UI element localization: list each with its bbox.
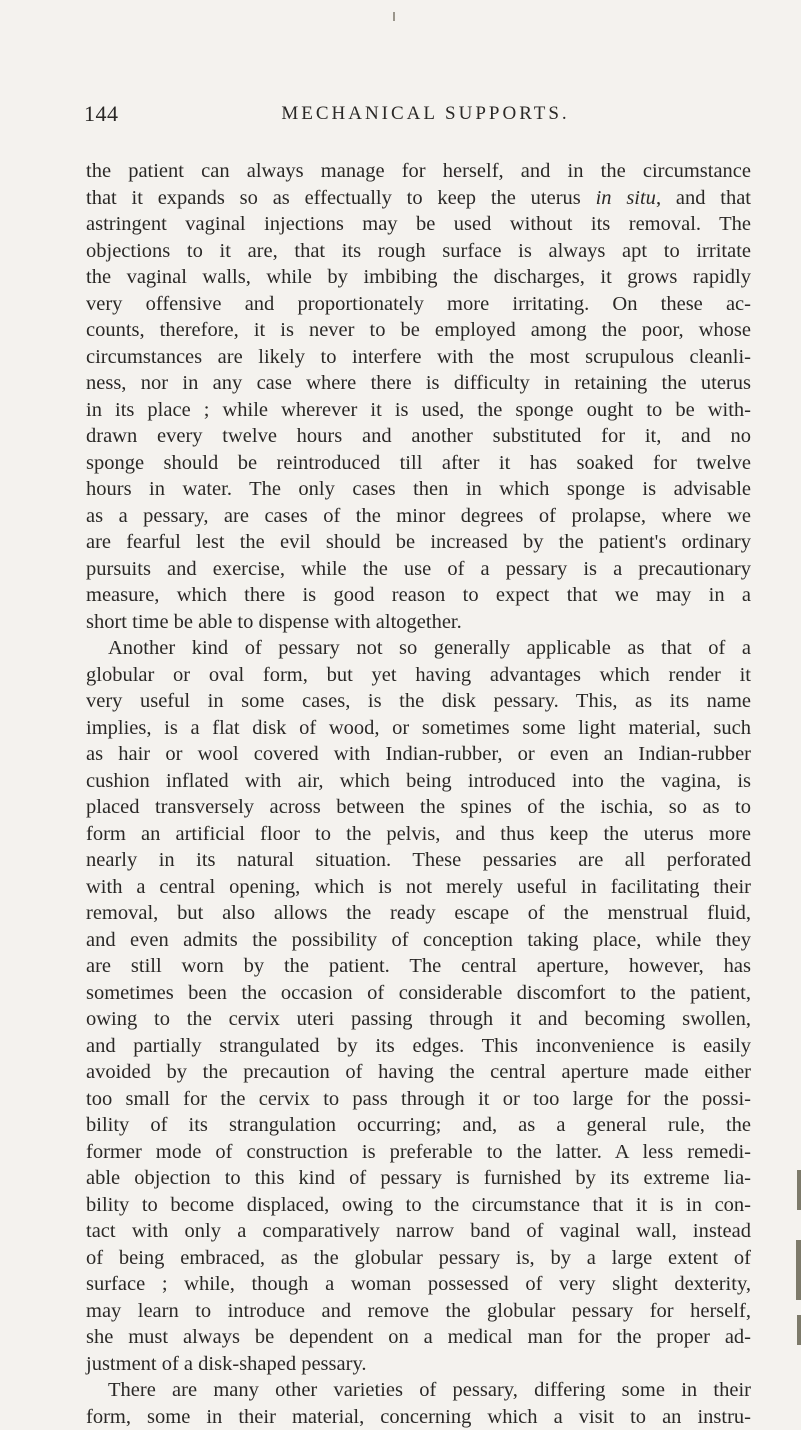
page-edge-mark xyxy=(797,1170,801,1210)
text-segment: that it expands so as effectually to keep the uterus xyxy=(86,187,596,209)
text-line: the patient can always manage for herself, and in the circumstance xyxy=(86,158,751,185)
text-line: form an artificial floor to the pelvis, and thus keep the uterus more xyxy=(86,821,751,848)
body-text xyxy=(86,158,751,1430)
text-line: placed transversely across between the spines of the ischia, so as to xyxy=(86,794,751,821)
text-line: removal, but also allows the ready escape of the menstrual fluid, xyxy=(86,900,751,927)
text-line: with a central opening, which is not merely useful in facilitating their xyxy=(86,874,751,901)
scan-speck xyxy=(393,12,395,21)
text-line: are still worn by the patient. The central aperture, however, has xyxy=(86,953,751,980)
text-line: bility to become displaced, owing to the circumstance that it is in con- xyxy=(86,1192,751,1219)
paragraph-start: Another kind of pessary not so generally applicable as that of a xyxy=(86,635,751,662)
text-line: hours in water. The only cases then in which sponge is advisable xyxy=(86,476,751,503)
text-line: sponge should be reintroduced till after it has soaked for twelve xyxy=(86,450,751,477)
text-line: objections to it are, that its rough surface is always apt to irritate xyxy=(86,238,751,265)
text-line: very offensive and proportionately more irritating. On these ac- xyxy=(86,291,751,318)
text-line: pursuits and exercise, while the use of a pessary is a precautionary xyxy=(86,556,751,583)
text-line: are fearful lest the evil should be increased by the patient's ordinary xyxy=(86,529,751,556)
text-line: counts, therefore, it is never to be employed among the poor, whose xyxy=(86,317,751,344)
text-line: able objection to this kind of pessary is furnished by its extreme lia- xyxy=(86,1165,751,1192)
text-line: short time be able to dispense with altogether. xyxy=(86,609,751,636)
page-number: 144 xyxy=(84,101,119,127)
page-edge-mark xyxy=(797,1315,801,1345)
text-line: as a pessary, are cases of the minor degrees of prolapse, where we xyxy=(86,503,751,530)
text-line: the vaginal walls, while by imbibing the discharges, it grows rapidly xyxy=(86,264,751,291)
text-line: very useful in some cases, is the disk pessary. This, as its name xyxy=(86,688,751,715)
text-line: too small for the cervix to pass through it or too large for the possi- xyxy=(86,1086,751,1113)
text-line: and partially strangulated by its edges. This inconvenience is easily xyxy=(86,1033,751,1060)
text-line: implies, is a flat disk of wood, or sometimes some light material, such xyxy=(86,715,751,742)
text-line: sometimes been the occasion of considerable discomfort to the patient, xyxy=(86,980,751,1007)
text-segment: , and that xyxy=(656,187,751,209)
text-line: measure, which there is good reason to expect that we may in a xyxy=(86,582,751,609)
text-line: astringent vaginal injections may be used without its removal. The xyxy=(86,211,751,238)
text-line: bility of its strangulation occurring; and, as a general rule, the xyxy=(86,1112,751,1139)
text-line: avoided by the precaution of having the central aperture made either xyxy=(86,1059,751,1086)
text-line: in its place ; while wherever it is used, the sponge ought to be with- xyxy=(86,397,751,424)
text-line: she must always be dependent on a medical man for the proper ad- xyxy=(86,1324,751,1351)
text-line: and even admits the possibility of conception taking place, while they xyxy=(86,927,751,954)
text-line: owing to the cervix uteri passing through it and becoming swollen, xyxy=(86,1006,751,1033)
text-line: drawn every twelve hours and another substituted for it, and no xyxy=(86,423,751,450)
text-line: may learn to introduce and remove the globular pessary for herself, xyxy=(86,1298,751,1325)
text-line: surface ; while, though a woman possessed of very slight dexterity, xyxy=(86,1271,751,1298)
text-line: ness, nor in any case where there is difficulty in retaining the uterus xyxy=(86,370,751,397)
text-line: cushion inflated with air, which being introduced into the vagina, is xyxy=(86,768,751,795)
text-line: tact with only a comparatively narrow band of vaginal wall, instead xyxy=(86,1218,751,1245)
text-line: globular or oval form, but yet having advantages which render it xyxy=(86,662,751,689)
running-title: MECHANICAL SUPPORTS. xyxy=(84,103,749,125)
text-line: of being embraced, as the globular pessary is, by a large extent of xyxy=(86,1245,751,1272)
text-line: form, some in their material, concerning which a visit to an instru- xyxy=(86,1404,751,1430)
text-line: as hair or wool covered with Indian-rubber, or even an Indian-rubber xyxy=(86,741,751,768)
text-line: former mode of construction is preferable to the latter. A less remedi- xyxy=(86,1139,751,1166)
text-line xyxy=(86,185,751,212)
paragraph-start: There are many other varieties of pessary, differing some in their xyxy=(86,1377,751,1404)
text-line: circumstances are likely to interfere with the most scrupulous cleanli- xyxy=(86,344,751,371)
text-line: justment of a disk-shaped pessary. xyxy=(86,1351,751,1378)
text-line: nearly in its natural situation. These pessaries are all perforated xyxy=(86,847,751,874)
page-edge-mark xyxy=(796,1240,801,1300)
running-head xyxy=(84,101,749,135)
italic-phrase: in situ xyxy=(596,187,656,209)
